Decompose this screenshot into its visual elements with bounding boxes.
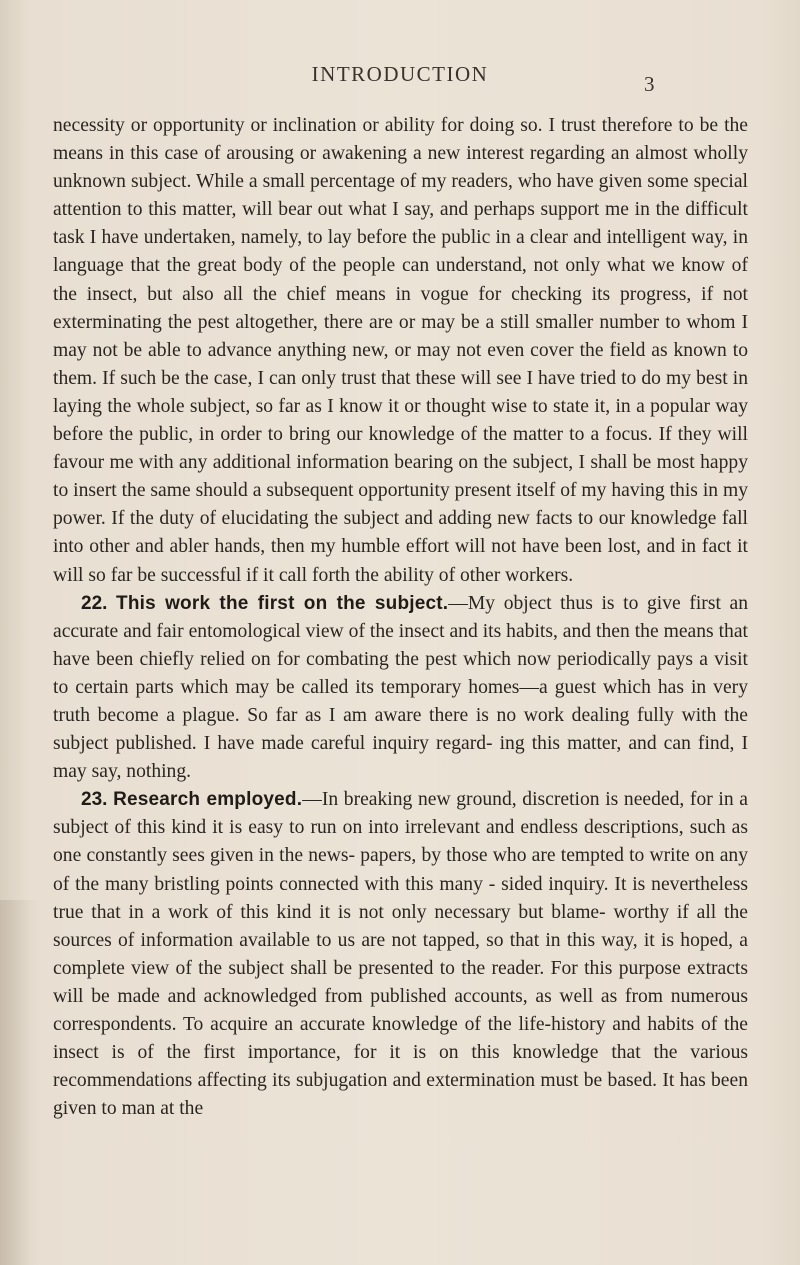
section-number: 22. — [81, 592, 108, 614]
page-body — [53, 112, 748, 1123]
section-22 — [53, 590, 748, 787]
page-edge-shadow — [0, 900, 40, 1265]
section-23 — [53, 786, 748, 1123]
section-text: —In breaking new ground, discretion is needed, for in a subject of this kind it is easy to run on into irrelevant and endless descriptions, such as one constantly sees given in the news- papers, by those who are tempted to write on any of the many bristling points connected with this many - sided inquiry. It is nevertheless true that in a work of this kind it is not only necessary but blame- worthy if all the sources of information available to us are not tapped, so that in this way, it is hoped, a complete view of the subject shall be presented to the reader. For this purpose extracts will be made and acknowledged from published accounts, as well as from numerous correspondents. To acquire an accurate knowledge of the life-history and habits of the insect is of the first importance, for it is on this knowledge that the various recommendations affecting its subjugation and extermination must be based. It has been given to man at the — [53, 789, 748, 1120]
section-heading: Research employed. — [113, 789, 303, 811]
paragraph-text: necessity or opportunity or inclination or ability for doing so. I trust therefore to be the means in this case of arousing or awakening a new interest regarding an almost wholly unknown subject. While a small percentage of my readers, who have given some special attention to this matter, will bear out what I say, and perhaps support me in the difficult task I have undertaken, namely, to lay before the public in a clear and intelligent way, in language that the great body of the people can understand, not only what we know of the insect, but also all the chief means in vogue for checking its progress, if not exterminating the pest altogether, there are or may be a still smaller number to whom I may not be able to advance anything new, or may not even cover the field as known to them. If such be the case, I can only trust that these will see I have tried to do my best in laying the whole subject, so far as I know it or thought wise to state it, in a popular way before the public, in order to bring our knowledge of the matter to a focus. If they will favour me with any additional information bearing on the subject, I shall be most happy to insert the same should a subsequent opportunity present itself of my having this in my power. If the duty of elucidating the subject and adding new facts to our knowledge fall into other and abler hands, then my humble effort will not have been lost, and in fact it will so far be successful if it call forth the ability of other workers. — [53, 115, 748, 586]
section-text: —My object thus is to give first an accurate and fair entomological view of the insect and its habits, and then the means that have been chiefly relied on for combating the pest which now periodically pays a visit to certain parts which may be called its temporary homes—a guest which has in very truth become a plague. So far as I am aware there is no work dealing fully with the subject published. I have made careful inquiry regard- ing this matter, and can find, I may say, nothing. — [53, 592, 748, 783]
section-heading: This work the first on the subject. — [116, 592, 449, 614]
paragraph-continued — [53, 112, 748, 590]
section-number: 23. — [81, 789, 108, 811]
running-head: INTRODUCTION — [311, 62, 489, 86]
page-number: 3 — [644, 72, 655, 96]
